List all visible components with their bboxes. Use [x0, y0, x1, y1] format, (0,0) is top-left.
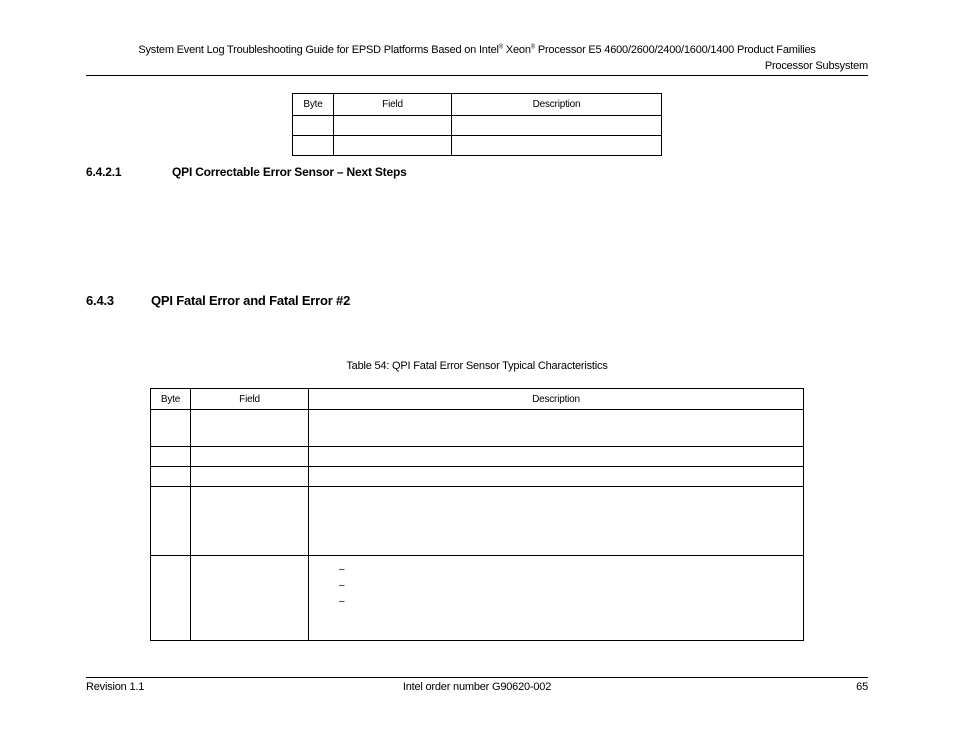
footer-page-number: 65	[856, 681, 868, 693]
footer-order-number: Intel order number G90620-002	[402, 681, 552, 693]
list-item: –	[339, 564, 345, 575]
dash-list	[339, 562, 344, 610]
col-header-byte: Byte	[293, 94, 334, 116]
table-row	[293, 116, 662, 136]
list-item: –	[339, 580, 345, 591]
footer-revision: Revision 1.1	[86, 681, 145, 693]
table-row	[151, 487, 804, 556]
list-item: –	[339, 596, 345, 607]
small-table	[292, 93, 662, 156]
footer-rule	[86, 677, 868, 678]
table-caption: Table 54: QPI Fatal Error Sensor Typical Characteristics	[346, 360, 608, 372]
section-number: 6.4.3	[86, 293, 114, 308]
table-row	[151, 447, 804, 467]
header-title: System Event Log Troubleshooting Guide for EPSD Platforms Based on Intel® Xeon® Processor E5 4600/2600/2400/1600/1400 Product Families	[138, 44, 816, 56]
section-title: QPI Fatal Error and Fatal Error #2	[151, 293, 351, 308]
section-heading-6-4-2-1	[86, 165, 407, 179]
section-number: 6.4.2.1	[86, 165, 122, 179]
table-row	[293, 136, 662, 156]
table-row	[151, 410, 804, 447]
header-rule	[86, 75, 868, 76]
table-row	[151, 556, 804, 641]
section-title: QPI Correctable Error Sensor – Next Steps	[172, 165, 407, 179]
col-header-field: Field	[334, 94, 452, 116]
section-heading-6-4-3	[86, 293, 351, 308]
col-header-byte: Byte	[151, 389, 191, 410]
col-header-field: Field	[191, 389, 309, 410]
table-54	[150, 388, 804, 641]
col-header-description: Description	[452, 94, 662, 116]
col-header-description: Description	[309, 389, 804, 410]
table-row	[151, 467, 804, 487]
header-subtitle: Processor Subsystem	[764, 60, 868, 72]
